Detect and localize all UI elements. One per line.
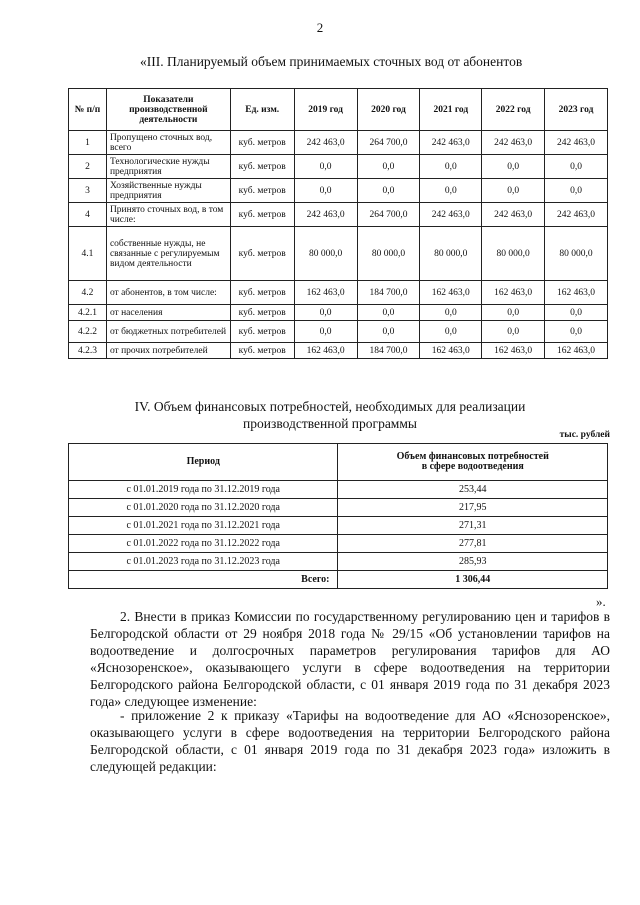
volume-cell: 217,95 bbox=[338, 499, 608, 517]
row-value: 162 463,0 bbox=[545, 343, 608, 359]
currency-unit: тыс. рублей bbox=[559, 430, 610, 440]
row-value: 0,0 bbox=[420, 305, 482, 321]
volume-cell: 253,44 bbox=[338, 481, 608, 499]
row-unit: куб. метров bbox=[230, 179, 294, 203]
table-row bbox=[69, 179, 608, 203]
row-number: 3 bbox=[69, 179, 107, 203]
row-unit: куб. метров bbox=[230, 131, 294, 155]
row-value: 242 463,0 bbox=[482, 131, 545, 155]
col-header-2021: 2021 год bbox=[420, 89, 482, 131]
row-number: 4.2.2 bbox=[69, 321, 107, 343]
row-value: 0,0 bbox=[545, 305, 608, 321]
row-number: 1 bbox=[69, 131, 107, 155]
row-value: 162 463,0 bbox=[420, 343, 482, 359]
table-header-row bbox=[69, 89, 608, 131]
row-indicator: от прочих потребителей bbox=[106, 343, 230, 359]
table-row bbox=[69, 343, 608, 359]
row-value: 0,0 bbox=[420, 155, 482, 179]
table-row bbox=[69, 535, 608, 553]
table-row bbox=[69, 131, 608, 155]
row-value: 162 463,0 bbox=[545, 281, 608, 305]
row-value: 0,0 bbox=[294, 179, 357, 203]
period-cell: с 01.01.2019 года по 31.12.2019 года bbox=[69, 481, 338, 499]
row-number: 4.2.1 bbox=[69, 305, 107, 321]
row-unit: куб. метров bbox=[230, 227, 294, 281]
row-value: 0,0 bbox=[420, 321, 482, 343]
paragraph-2: 2. Внести в приказ Комиссии по государственному регулированию цен и тарифов в Белгородской области от 29 ноября 2018 года № 29/15 «Об установлении тарифов на водоотведение и долгосрочных параметров регулирования тарифов для АО «Яснозоренское», оказывающего услуги в сфере водоотведения на территории Белгородского района Белгородской области, с 01 января 2019 года по 31 декабря 2023 года» следующее изменение: bbox=[90, 609, 610, 709]
table-row bbox=[69, 203, 608, 227]
row-value: 0,0 bbox=[294, 321, 357, 343]
period-cell: с 01.01.2021 года по 31.12.2021 года bbox=[69, 517, 338, 535]
col-header-2023: 2023 год bbox=[545, 89, 608, 131]
row-indicator: Принято сточных вод, в том числе: bbox=[106, 203, 230, 227]
col-header-number: № п/п bbox=[69, 89, 107, 131]
row-value: 0,0 bbox=[357, 321, 420, 343]
row-number: 4.2.3 bbox=[69, 343, 107, 359]
col-header-volume-line2: в сфере водоотведения bbox=[421, 461, 524, 472]
row-value: 0,0 bbox=[482, 179, 545, 203]
closing-quote: ». bbox=[596, 594, 606, 609]
row-value: 242 463,0 bbox=[482, 203, 545, 227]
row-indicator: Технологические нужды предприятия bbox=[106, 155, 230, 179]
col-header-period: Период bbox=[69, 444, 338, 481]
volume-cell: 277,81 bbox=[338, 535, 608, 553]
table-row bbox=[69, 321, 608, 343]
row-unit: куб. метров bbox=[230, 281, 294, 305]
col-header-unit: Ед. изм. bbox=[230, 89, 294, 131]
row-value: 0,0 bbox=[294, 305, 357, 321]
row-value: 242 463,0 bbox=[545, 203, 608, 227]
row-value: 0,0 bbox=[482, 155, 545, 179]
row-unit: куб. метров bbox=[230, 203, 294, 227]
col-header-volume-line1: Объем финансовых потребностей bbox=[396, 451, 549, 462]
row-value: 0,0 bbox=[545, 321, 608, 343]
period-cell: с 01.01.2022 года по 31.12.2022 года bbox=[69, 535, 338, 553]
col-header-indicator: Показатели производственной деятельности bbox=[106, 89, 230, 131]
row-indicator: от населения bbox=[106, 305, 230, 321]
table-row bbox=[69, 481, 608, 499]
row-value: 264 700,0 bbox=[357, 131, 420, 155]
row-value: 184 700,0 bbox=[357, 281, 420, 305]
row-value: 242 463,0 bbox=[294, 131, 357, 155]
period-cell: с 01.01.2023 года по 31.12.2023 года bbox=[69, 553, 338, 571]
table-row bbox=[69, 155, 608, 179]
row-value: 80 000,0 bbox=[545, 227, 608, 281]
table-row bbox=[69, 499, 608, 517]
table-row bbox=[69, 305, 608, 321]
row-number: 2 bbox=[69, 155, 107, 179]
col-header-volume bbox=[338, 444, 608, 481]
row-value: 264 700,0 bbox=[357, 203, 420, 227]
row-value: 80 000,0 bbox=[482, 227, 545, 281]
row-indicator: Пропущено сточных вод, всего bbox=[106, 131, 230, 155]
volume-cell: 271,31 bbox=[338, 517, 608, 535]
row-value: 0,0 bbox=[420, 179, 482, 203]
wastewater-volume-table bbox=[68, 88, 608, 359]
col-header-2022: 2022 год bbox=[482, 89, 545, 131]
row-value: 80 000,0 bbox=[420, 227, 482, 281]
volume-cell: 285,93 bbox=[338, 553, 608, 571]
row-value: 242 463,0 bbox=[420, 131, 482, 155]
row-unit: куб. метров bbox=[230, 321, 294, 343]
row-value: 242 463,0 bbox=[420, 203, 482, 227]
row-value: 162 463,0 bbox=[294, 281, 357, 305]
row-indicator: от абонентов, в том числе: bbox=[106, 281, 230, 305]
row-value: 0,0 bbox=[357, 155, 420, 179]
row-unit: куб. метров bbox=[230, 155, 294, 179]
row-indicator: собственные нужды, не связанные с регулируемым видом деятельности bbox=[106, 227, 230, 281]
table-row bbox=[69, 227, 608, 281]
row-number: 4.2 bbox=[69, 281, 107, 305]
paragraph-3: - приложение 2 к приказу «Тарифы на водоотведение для АО «Яснозоренское», оказывающего услуги в сфере водоотведения на территории Белгородского района Белгородской области, с 01 января 2019 года по 31 декабря 2023 года» изложить в следующей редакции: bbox=[90, 708, 610, 774]
row-number: 4 bbox=[69, 203, 107, 227]
table-row bbox=[69, 517, 608, 535]
row-value: 0,0 bbox=[357, 305, 420, 321]
section-4-title bbox=[90, 398, 570, 432]
row-value: 242 463,0 bbox=[294, 203, 357, 227]
row-value: 184 700,0 bbox=[357, 343, 420, 359]
col-header-2019: 2019 год bbox=[294, 89, 357, 131]
table-row bbox=[69, 281, 608, 305]
row-value: 0,0 bbox=[357, 179, 420, 203]
row-value: 162 463,0 bbox=[294, 343, 357, 359]
section-4-title-line1: IV. Объем финансовых потребностей, необходимых для реализации bbox=[134, 399, 526, 414]
row-indicator: от бюджетных потребителей bbox=[106, 321, 230, 343]
col-header-2020: 2020 год bbox=[357, 89, 420, 131]
total-row bbox=[69, 571, 608, 589]
row-indicator: Хозяйственные нужды предприятия bbox=[106, 179, 230, 203]
row-value: 242 463,0 bbox=[545, 131, 608, 155]
page-number: 2 bbox=[316, 20, 324, 35]
total-label: Всего: bbox=[69, 571, 338, 589]
row-unit: куб. метров bbox=[230, 343, 294, 359]
row-number: 4.1 bbox=[69, 227, 107, 281]
row-value: 0,0 bbox=[482, 305, 545, 321]
period-cell: с 01.01.2020 года по 31.12.2020 года bbox=[69, 499, 338, 517]
row-value: 0,0 bbox=[545, 179, 608, 203]
table-header-row bbox=[69, 444, 608, 481]
row-value: 80 000,0 bbox=[294, 227, 357, 281]
row-value: 162 463,0 bbox=[482, 343, 545, 359]
row-value: 162 463,0 bbox=[420, 281, 482, 305]
row-value: 0,0 bbox=[545, 155, 608, 179]
row-value: 0,0 bbox=[482, 321, 545, 343]
row-unit: куб. метров bbox=[230, 305, 294, 321]
financial-needs-table bbox=[68, 443, 608, 589]
row-value: 0,0 bbox=[294, 155, 357, 179]
row-value: 80 000,0 bbox=[357, 227, 420, 281]
total-value: 1 306,44 bbox=[338, 571, 608, 589]
section-4-title-line2: производственной программы bbox=[243, 416, 417, 431]
table-row bbox=[69, 553, 608, 571]
row-value: 162 463,0 bbox=[482, 281, 545, 305]
section-3-title: «III. Планируемый объем принимаемых сточных вод от абонентов bbox=[140, 54, 523, 69]
